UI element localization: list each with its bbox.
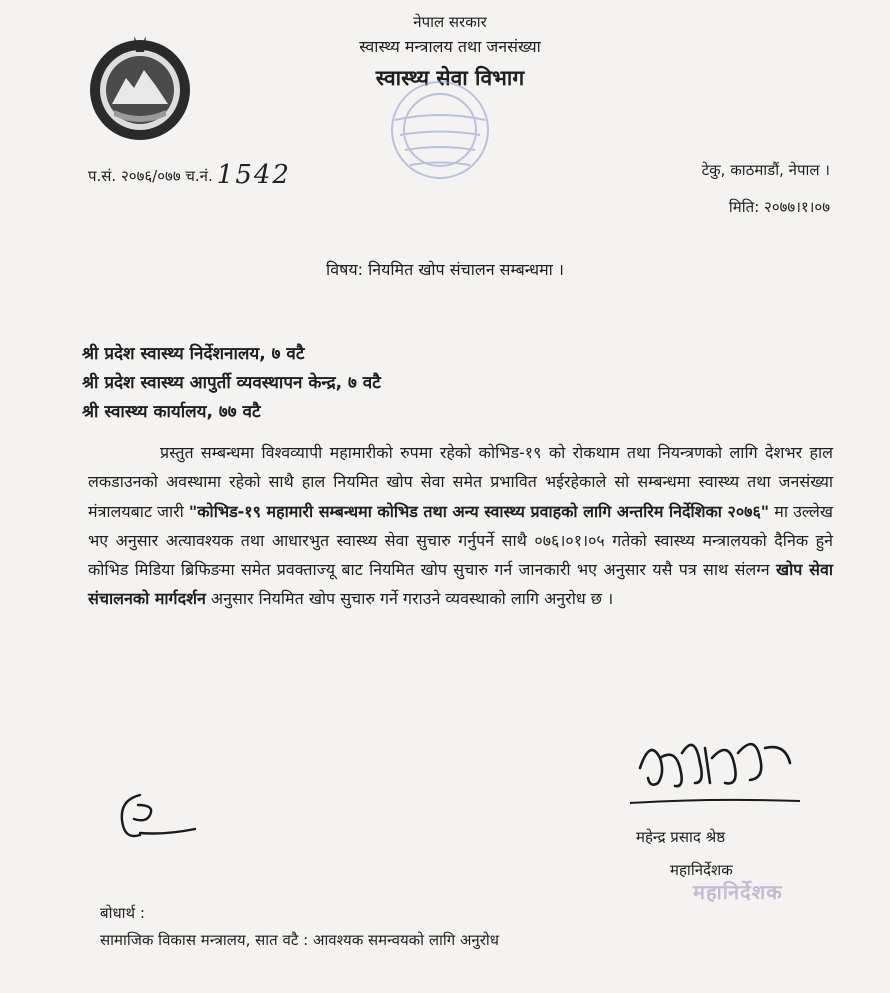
body-text: मा उल्लेख भए अनुसार अत्यावश्यक तथा आधारभुत स्वास्थ्य सेवा सुचारु गर्नुपर्ने साथै ०७६।०१।०५ गतेको स्वास्थ्य मन्त्रालयको दैनिक हुने कोभिड मिडिया ब्रिफिङमा समेत प्रवक्ताज्यू बाट नियमित खोप सुचारु गर्न जानकारी भए अनुसार यसै पत्र साथ संलग्न xyxy=(88,501,833,580)
cc-label: बोधार्थ : xyxy=(100,904,145,922)
reference-label: प.सं. २०७६/०७७ च.नं. xyxy=(88,167,213,185)
body-text: अनुसार नियमित खोप सुचारु गर्ने गराउने व्यवस्थाको लागि अनुरोध छ । xyxy=(205,589,614,609)
office-address: टेकु, काठमाडौं, नेपाल । xyxy=(701,161,830,179)
recipients-list xyxy=(82,340,381,427)
signatory-title: महानिर्देशक xyxy=(670,861,733,879)
signatory-name: महेन्द्र प्रसाद श्रेष्ठ xyxy=(636,828,726,846)
government-name: नेपाल सरकार xyxy=(413,13,487,31)
government-emblem-icon xyxy=(84,30,196,142)
body-text: प्रस्तुत सम्बन्धमा विश्वव्यापी महामारीको रुपमा रहेको कोभिड-१९ को रोकथाम तथा नियन्त्रणको लागि देशभर हाल लकडाउनको अवस्थामा रहेको साथै हाल नियमित खोप सेवा समेत प्रभावित भईरहेकाले सो सम्बन्धमा स्वास्थ्य तथा जनसंख्या मंत्रालयबाट जारी xyxy=(88,443,833,521)
department-name: स्वास्थ्य सेवा विभाग xyxy=(375,66,525,90)
letter-date: मिति: २०७७।१।०७ xyxy=(728,198,830,216)
cc-recipient: सामाजिक विकास मन्त्रालय, सात वटै : आवश्यक समन्वयको लागि अनुरोध xyxy=(100,931,499,949)
letter-subject: विषय: नियमित खोप संचालन सम्बन्धमा । xyxy=(326,260,564,279)
title-stamp: महानिर्देशक xyxy=(693,880,783,904)
body-bold-guidance: खोप सेवा संचालनको मार्गदर्शन xyxy=(88,560,833,609)
body-bold-guideline-title: "कोभिड-१९ महामारी सम्बन्धमा कोभिड तथा अन्य स्वास्थ्य प्रवाहको लागि अन्तरिम निर्देशिका २०७६" xyxy=(188,501,770,521)
reference-line xyxy=(88,160,291,190)
recipient-item: श्री प्रदेश स्वास्थ्य निर्देशनालय, ७ वटै xyxy=(82,344,305,364)
recipient-item: श्री स्वास्थ्य कार्यालय, ७७ वटै xyxy=(82,402,261,422)
ministry-name: स्वास्थ्य मन्त्रालय तथा जनसंख्या xyxy=(359,37,541,56)
director-signature-icon xyxy=(620,728,810,818)
recipient-item: श्री प्रदेश स्वास्थ्य आपुर्ती व्यवस्थापन केन्द्र, ७ वटै xyxy=(82,373,381,393)
reference-number: 1542 xyxy=(216,160,291,190)
office-stamp-icon xyxy=(345,80,535,190)
letter-body xyxy=(88,438,833,614)
initial-signature-icon xyxy=(110,785,200,845)
